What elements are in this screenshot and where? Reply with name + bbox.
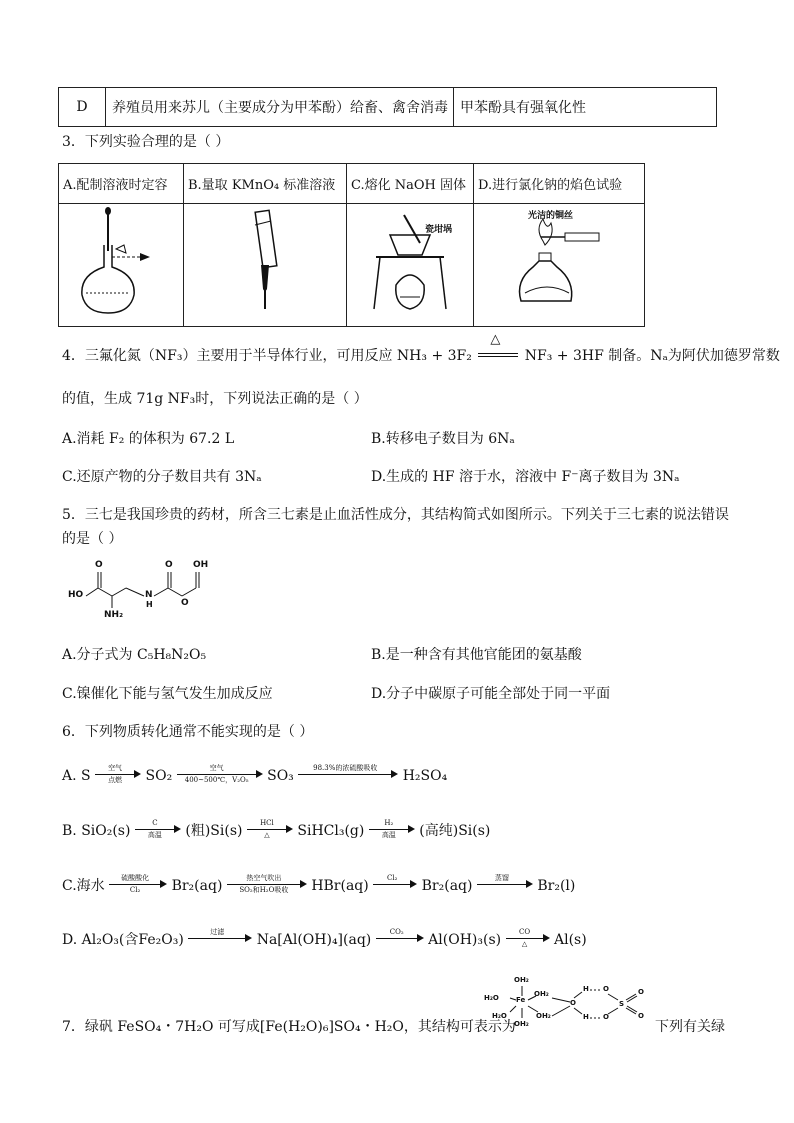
q6c-label: C.海水: [62, 878, 105, 894]
crucible-setup-image: [348, 205, 472, 321]
q6a-c2-bot: 400~500℃，V₂O₅: [184, 776, 249, 784]
q5-stem-b: 的是（ ）: [62, 531, 123, 547]
q6b-c2-top: HCl: [260, 819, 274, 827]
q6b-arrow-2: [247, 821, 293, 841]
q3-header-a: A.配制溶液时定容: [59, 164, 184, 204]
equals-line-top: [478, 353, 518, 354]
q6a-arrow-2: [177, 766, 263, 786]
q4-stem-a: 4．三氟化氮（NF₃）主要用于半导体行业，可用反应 NH₃ + 3F₂: [62, 348, 472, 364]
wire-label: 光洁的铜丝: [528, 211, 574, 221]
atom-o-top2: O: [165, 560, 173, 570]
q6b-s2: SiHCl₃(g): [297, 823, 365, 839]
q5-option-b: B.是一种含有其他官能团的氨基酸: [371, 647, 582, 663]
atom-ho-left: HO: [68, 590, 84, 600]
q4-stem-c: 的值，生成 71g NF₃时，下列说法正确的是（ ）: [62, 391, 368, 407]
q6d-c3-top: CO: [518, 928, 531, 936]
q6c-arrow-3: [373, 876, 417, 896]
sanqisu-structure: [62, 560, 232, 626]
q6b-c3-top: H₂: [384, 819, 394, 827]
q3-cell-a: [59, 204, 184, 327]
q6a-label: A. S: [62, 768, 91, 784]
q6a-arrow-3: [298, 766, 398, 786]
q6c-c4-top: 蒸馏: [494, 874, 509, 882]
q3-header-b: B.量取 KMnO₄ 标准溶液: [184, 164, 347, 204]
v-o-up: O: [603, 985, 609, 993]
row-d-table: [58, 87, 717, 127]
q6c-c2-top: 热空气吹出: [246, 874, 282, 882]
q6b-arrow-1: [135, 821, 181, 841]
row-d-text-value: 养殖员用来苏儿（主要成分为甲苯酚）给畜、禽舍消毒: [112, 100, 448, 116]
v-oh2-mid: OH₂: [534, 990, 549, 998]
v-s: S: [619, 1000, 625, 1008]
q6b-c1-top: C: [152, 819, 158, 827]
q6-option-a: [62, 766, 447, 786]
q6c-s2: HBr(aq): [311, 878, 369, 894]
q4-stem-line1: [62, 332, 780, 366]
volumetric-flask-image: [60, 205, 182, 321]
q4-option-b: B.转移电子数目为 6Nₐ: [371, 431, 515, 447]
q6a-c3-top: 98.3%的浓硫酸吸收: [313, 764, 378, 772]
atom-n: N: [145, 590, 153, 600]
q6d-label: D. Al₂O₃(含Fe₂O₃): [62, 932, 184, 948]
q3-table: [58, 163, 645, 327]
q6d-arrow-3: [506, 930, 550, 950]
q6-option-b: [62, 820, 490, 841]
row-d-letter-text: D: [76, 99, 88, 115]
atom-o-bottom: O: [181, 598, 189, 608]
heat-symbol: △: [490, 332, 501, 347]
v-h-up: H: [583, 985, 589, 993]
v-h-down: H: [583, 1013, 589, 1021]
q6c-s1: Br₂(aq): [171, 878, 223, 894]
q6c-arrow-2: [227, 876, 307, 896]
row-d-letter: [59, 88, 106, 127]
q6d-arrow-1: [188, 930, 252, 950]
v-oh2-top: OH₂: [514, 976, 529, 984]
v-o-down: O: [603, 1013, 609, 1021]
q5-option-c: C.镍催化下能与氢气发生加成反应: [62, 686, 273, 702]
q3-stem: 3．下列实验合理的是（ ）: [62, 134, 230, 150]
q6a-s1: SO₂: [145, 768, 173, 784]
green-vitriol-bonds: [478, 972, 650, 1034]
q6c-c1-top: 硫酸酸化: [121, 874, 150, 882]
q5-option-a: A.分子式为 C₅H₈N₂O₅: [62, 647, 207, 663]
q7-stem-a: 7．绿矾 FeSO₄・7H₂O 可写成[Fe(H₂O)₆]SO₄・H₂O，其结构可表示为: [62, 1019, 516, 1035]
equals-line-bottom: [478, 356, 518, 357]
q3-cell-b: [184, 204, 347, 327]
row-d-text: [106, 88, 454, 127]
q6b-arrow-3: [369, 821, 415, 841]
v-oh2-br: OH₂: [536, 1012, 551, 1020]
q5-option-d: D.分子中碳原子可能全部处于同一平面: [371, 686, 611, 702]
q6d-arrow-2: [376, 930, 424, 950]
v-fe: Fe: [516, 996, 526, 1004]
q6d-s2: Al(OH)₃(s): [428, 932, 502, 948]
q6b-label: B. SiO₂(s): [62, 823, 131, 839]
q6a-c2-top: 空气: [209, 764, 224, 772]
q6-option-d: [62, 929, 587, 950]
q6a-s2: SO₃: [267, 768, 294, 784]
q3-header-c: C.熔化 NaOH 固体: [347, 164, 474, 204]
q4-option-c: C.还原产物的分子数目共有 3Nₐ: [62, 469, 262, 485]
q6a-arrow-1: [95, 766, 141, 786]
q6c-c1-bot: Cl₂: [129, 886, 141, 894]
q6b-c1-bot: 高温: [147, 831, 162, 839]
q6d-c3-bot: △: [521, 940, 528, 948]
q6c-arrow-4: [477, 876, 533, 896]
row-d-reason: [454, 88, 717, 127]
q3-cell-c: [347, 204, 474, 327]
q3-cell-d: [474, 204, 645, 327]
q4-stem-b: NF₃ + 3HF 制备。Nₐ为阿伏加德罗常数: [524, 348, 780, 364]
q6-option-c: [62, 875, 575, 896]
q6b-s3: (高纯)Si(s): [419, 823, 491, 839]
atom-nh2: NH₂: [104, 610, 124, 620]
q6c-c2-bot: SO₂和H₂O吸收: [239, 886, 289, 894]
v-h2o-left: H₂O: [484, 994, 499, 1002]
q6a-c1-bot: 点燃: [108, 776, 123, 784]
q3-header-d: D.进行氯化钠的焰色试验: [474, 164, 645, 204]
v-o-right1: O: [638, 988, 644, 996]
atom-oh-right: OH: [193, 560, 209, 570]
q6d-s1: Na[Al(OH)₄](aq): [256, 932, 372, 948]
q4-option-a: A.消耗 F₂ 的体积为 67.2 L: [62, 431, 235, 447]
v-h2o-bl: H₂O: [492, 1012, 507, 1020]
atom-h: H: [146, 600, 153, 609]
q5-stem-a: 5．三七是我国珍贵的药材，所含三七素是止血活性成分，其结构简式如图所示。下列关于三七素的说法错误: [62, 507, 729, 523]
q4-option-d: D.生成的 HF 溶于水，溶液中 F⁻离子数目为 3Nₐ: [371, 469, 680, 485]
q6c-s4: Br₂(l): [537, 878, 576, 894]
row-d-reason-value: 甲苯酚具有强氧化性: [460, 100, 586, 116]
q6c-s3: Br₂(aq): [421, 878, 473, 894]
q6a-s3: H₂SO₄: [402, 768, 448, 784]
crucible-label: 瓷坩埚: [425, 225, 453, 235]
v-oh2-bot: OH₂: [514, 1020, 529, 1028]
v-o-water: O: [570, 999, 576, 1007]
q6b-c2-bot: △: [264, 831, 270, 839]
q4-reaction-equals: [476, 332, 520, 366]
q6b-s1: (粗)Si(s): [185, 823, 243, 839]
q6d-c2-top: CO₂: [389, 928, 404, 936]
q6d-s3: Al(s): [554, 932, 587, 948]
q6c-c3-top: Cl₂: [386, 874, 398, 882]
q6c-arrow-1: [109, 876, 167, 896]
q7-stem-b: 下列有关绿: [655, 1019, 725, 1035]
flame-test-image: [475, 205, 643, 321]
q6-stem: 6．下列物质转化通常不能实现的是（ ）: [62, 724, 314, 740]
q6a-c1-top: 空气: [108, 764, 123, 772]
acid-burette-image: [185, 205, 345, 321]
q6d-c1-top: 过滤: [210, 928, 225, 936]
green-vitriol-structure: [478, 972, 650, 1034]
v-o-right2: O: [638, 1012, 644, 1020]
q6b-c3-bot: 高温: [381, 831, 396, 839]
atom-o-top1: O: [95, 560, 103, 570]
